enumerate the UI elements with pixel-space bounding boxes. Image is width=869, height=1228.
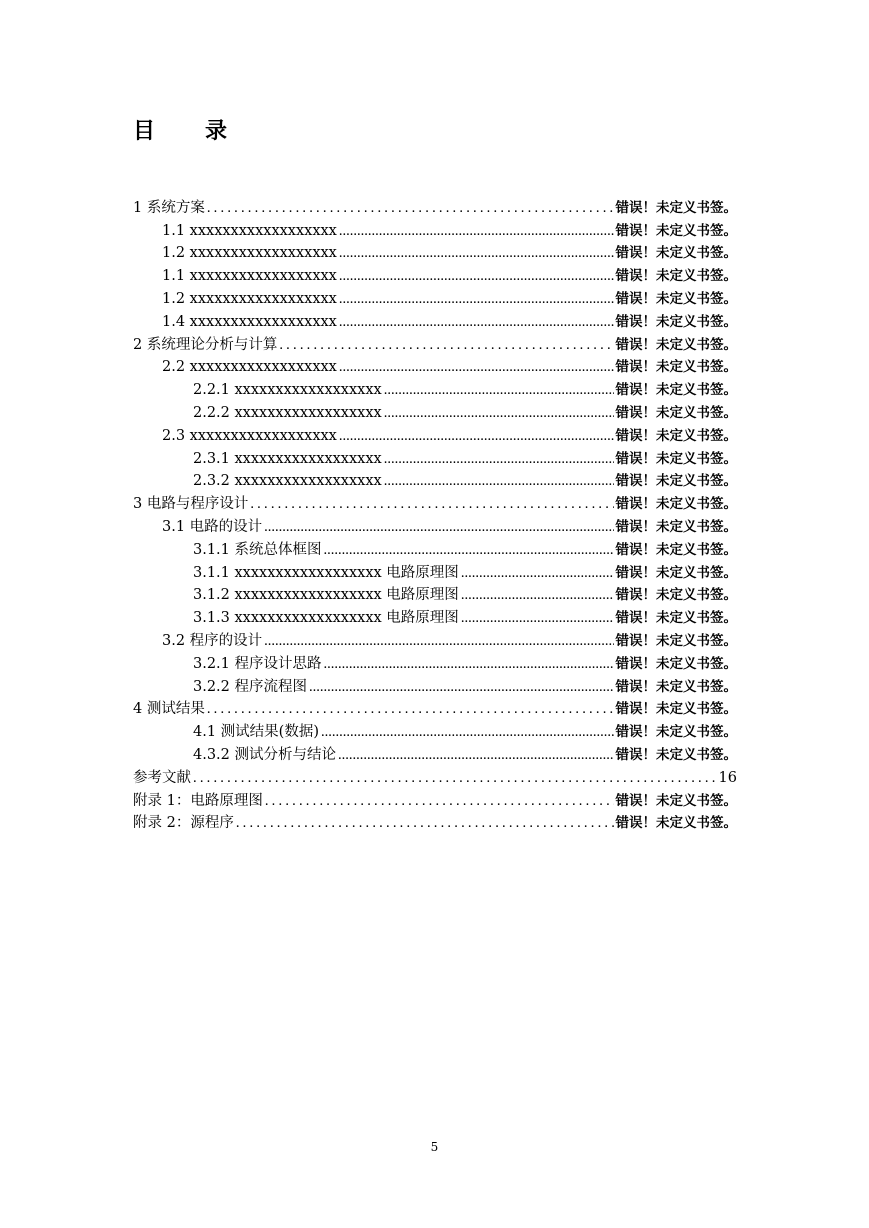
toc-leader-dots <box>324 539 614 561</box>
toc-entry[interactable] <box>133 652 737 675</box>
toc-leader-dots <box>461 584 614 606</box>
page-number: 5 <box>430 1140 439 1154</box>
toc-entry-label: 附录 2：源程序 <box>133 815 234 832</box>
toc-entry-error-ref: 错误！未定义书签。 <box>615 473 737 490</box>
toc-entry-label: 3.2.1 程序设计思路 <box>193 655 322 672</box>
toc-entry-error-ref: 错误！未定义书签。 <box>615 678 737 695</box>
toc-entry-error-ref: 错误！未定义书签。 <box>615 610 737 627</box>
toc-entry-error-ref: 错误！未定义书签。 <box>615 815 737 832</box>
toc-leader-dots <box>207 698 614 720</box>
toc-entry[interactable] <box>133 492 737 515</box>
toc-entry-error-ref: 错误！未定义书签。 <box>615 268 737 285</box>
toc-entry-label: 3.2 程序的设计 <box>162 632 263 649</box>
toc-entry-label: 3.1.2 xxxxxxxxxxxxxxxxxx 电路原理图 <box>193 587 459 604</box>
toc-entry-label: 1 系统方案 <box>133 199 205 216</box>
toc-entry-error-ref: 错误！未定义书签。 <box>615 199 737 216</box>
toc-entry-error-ref: 错误！未定义书签。 <box>615 632 737 649</box>
toc-entry[interactable] <box>133 698 737 721</box>
page-title <box>133 114 227 145</box>
toc-entry-label: 2.3.2 xxxxxxxxxxxxxxxxxx <box>193 473 382 490</box>
toc-entry[interactable] <box>133 606 737 629</box>
toc-leader-dots <box>339 356 614 378</box>
toc-entry-label: 1.2 xxxxxxxxxxxxxxxxxx <box>162 290 337 307</box>
toc-entry-error-ref: 错误！未定义书签。 <box>615 724 737 741</box>
toc-entry-error-ref: 错误！未定义书签。 <box>615 427 737 444</box>
toc-leader-dots <box>461 607 614 629</box>
toc-leader-dots <box>309 676 613 698</box>
toc-entry[interactable] <box>133 356 737 379</box>
toc-entry-error-ref: 错误！未定义书签。 <box>615 404 737 421</box>
toc-entry[interactable] <box>133 515 737 538</box>
toc-entry-error-ref: 错误！未定义书签。 <box>615 792 737 809</box>
toc-entry-label: 3.2.2 程序流程图 <box>193 678 308 695</box>
toc-entry-label: 参考文献 <box>133 769 191 786</box>
toc-entry-label: 1.1 xxxxxxxxxxxxxxxxxx <box>162 268 337 285</box>
toc-entry[interactable] <box>133 629 737 652</box>
toc-entry-error-ref: 错误！未定义书签。 <box>615 245 737 262</box>
toc-leader-dots <box>384 379 614 401</box>
toc-entry[interactable] <box>133 812 737 835</box>
toc-entry-label: 2 系统理论分析与计算 <box>133 336 278 353</box>
toc-entry-label: 2.2.2 xxxxxxxxxxxxxxxxxx <box>193 404 382 421</box>
toc-leader-dots <box>384 470 614 492</box>
toc-entry[interactable] <box>133 538 737 561</box>
toc-entry[interactable] <box>133 743 737 766</box>
toc-entry[interactable] <box>133 333 737 356</box>
toc-entry-error-ref: 错误！未定义书签。 <box>615 336 737 353</box>
toc-leader-dots <box>384 448 614 470</box>
toc-entry-page-number: 16 <box>718 769 737 786</box>
toc-entry[interactable] <box>133 424 737 447</box>
toc-entry-label: 4.3.2 测试分析与结论 <box>193 746 337 763</box>
toc-leader-dots <box>339 425 614 447</box>
toc-entry[interactable] <box>133 675 737 698</box>
toc-entry-error-ref: 错误！未定义书签。 <box>615 313 737 330</box>
toc-entry-error-ref: 错误！未定义书签。 <box>615 518 737 535</box>
toc-entry[interactable] <box>133 264 737 287</box>
toc-leader-dots <box>236 812 614 834</box>
title-char-2: 录 <box>205 119 228 144</box>
toc-entry[interactable] <box>133 310 737 333</box>
toc-entry[interactable] <box>133 766 737 789</box>
toc-entry-error-ref: 错误！未定义书签。 <box>615 382 737 399</box>
toc-leader-dots <box>193 767 717 789</box>
toc-entry-label: 3.1.1 系统总体框图 <box>193 541 322 558</box>
toc-entry[interactable] <box>133 196 737 219</box>
toc-leader-dots <box>339 288 614 310</box>
toc-leader-dots <box>338 744 613 766</box>
toc-entry-error-ref: 错误！未定义书签。 <box>615 450 737 467</box>
toc-entry-label: 4 测试结果 <box>133 701 205 718</box>
toc-entry-error-ref: 错误！未定义书签。 <box>615 655 737 672</box>
toc-entry-label: 3.1.3 xxxxxxxxxxxxxxxxxx 电路原理图 <box>193 610 459 627</box>
toc-entry-label: 2.3.1 xxxxxxxxxxxxxxxxxx <box>193 450 382 467</box>
toc-entry-error-ref: 错误！未定义书签。 <box>615 290 737 307</box>
toc-entry-error-ref: 错误！未定义书签。 <box>615 496 737 513</box>
toc-entry-label: 3 电路与程序设计 <box>133 496 249 513</box>
toc-leader-dots <box>461 562 614 584</box>
toc-leader-dots <box>207 197 614 219</box>
toc-leader-dots <box>339 242 614 264</box>
toc-leader-dots <box>279 334 613 356</box>
title-char-1: 目 <box>133 119 156 144</box>
toc-leader-dots <box>339 220 614 242</box>
toc-leader-dots <box>264 630 613 652</box>
toc-entry-label: 1.4 xxxxxxxxxxxxxxxxxx <box>162 313 337 330</box>
toc-entry[interactable] <box>133 470 737 493</box>
toc-entry[interactable] <box>133 720 737 743</box>
toc-entry-label: 4.1 测试结果(数据) <box>193 724 319 741</box>
toc-entry[interactable] <box>133 378 737 401</box>
toc-entry-error-ref: 错误！未定义书签。 <box>615 701 737 718</box>
table-of-contents <box>133 196 737 834</box>
toc-entry-error-ref: 错误！未定义书签。 <box>615 587 737 604</box>
toc-leader-dots <box>384 402 614 424</box>
toc-entry[interactable] <box>133 401 737 424</box>
toc-leader-dots <box>264 516 613 538</box>
toc-entry-error-ref: 错误！未定义书签。 <box>615 541 737 558</box>
toc-entry-label: 1.2 xxxxxxxxxxxxxxxxxx <box>162 245 337 262</box>
toc-entry[interactable] <box>133 561 737 584</box>
toc-entry-error-ref: 错误！未定义书签。 <box>615 359 737 376</box>
toc-entry-error-ref: 错误！未定义书签。 <box>615 222 737 239</box>
toc-entry[interactable] <box>133 287 737 310</box>
toc-entry-label: 2.2 xxxxxxxxxxxxxxxxxx <box>162 359 337 376</box>
toc-entry[interactable] <box>133 447 737 470</box>
toc-entry-error-ref: 错误！未定义书签。 <box>615 564 737 581</box>
toc-entry-label: 附录 1：电路原理图 <box>133 792 263 809</box>
toc-leader-dots <box>339 265 614 287</box>
toc-entry[interactable] <box>133 242 737 265</box>
toc-entry[interactable] <box>133 219 737 242</box>
toc-leader-dots <box>324 653 614 675</box>
toc-leader-dots <box>339 311 614 333</box>
toc-entry-label: 2.3 xxxxxxxxxxxxxxxxxx <box>162 427 337 444</box>
toc-entry[interactable] <box>133 584 737 607</box>
toc-entry-label: 3.1 电路的设计 <box>162 518 263 535</box>
toc-entry-label: 3.1.1 xxxxxxxxxxxxxxxxxx 电路原理图 <box>193 564 459 581</box>
toc-leader-dots <box>250 493 613 515</box>
toc-leader-dots <box>265 790 614 812</box>
toc-entry-label: 2.2.1 xxxxxxxxxxxxxxxxxx <box>193 382 382 399</box>
toc-leader-dots <box>321 721 614 743</box>
toc-entry-label: 1.1 xxxxxxxxxxxxxxxxxx <box>162 222 337 239</box>
toc-entry[interactable] <box>133 789 737 812</box>
toc-entry-error-ref: 错误！未定义书签。 <box>615 746 737 763</box>
